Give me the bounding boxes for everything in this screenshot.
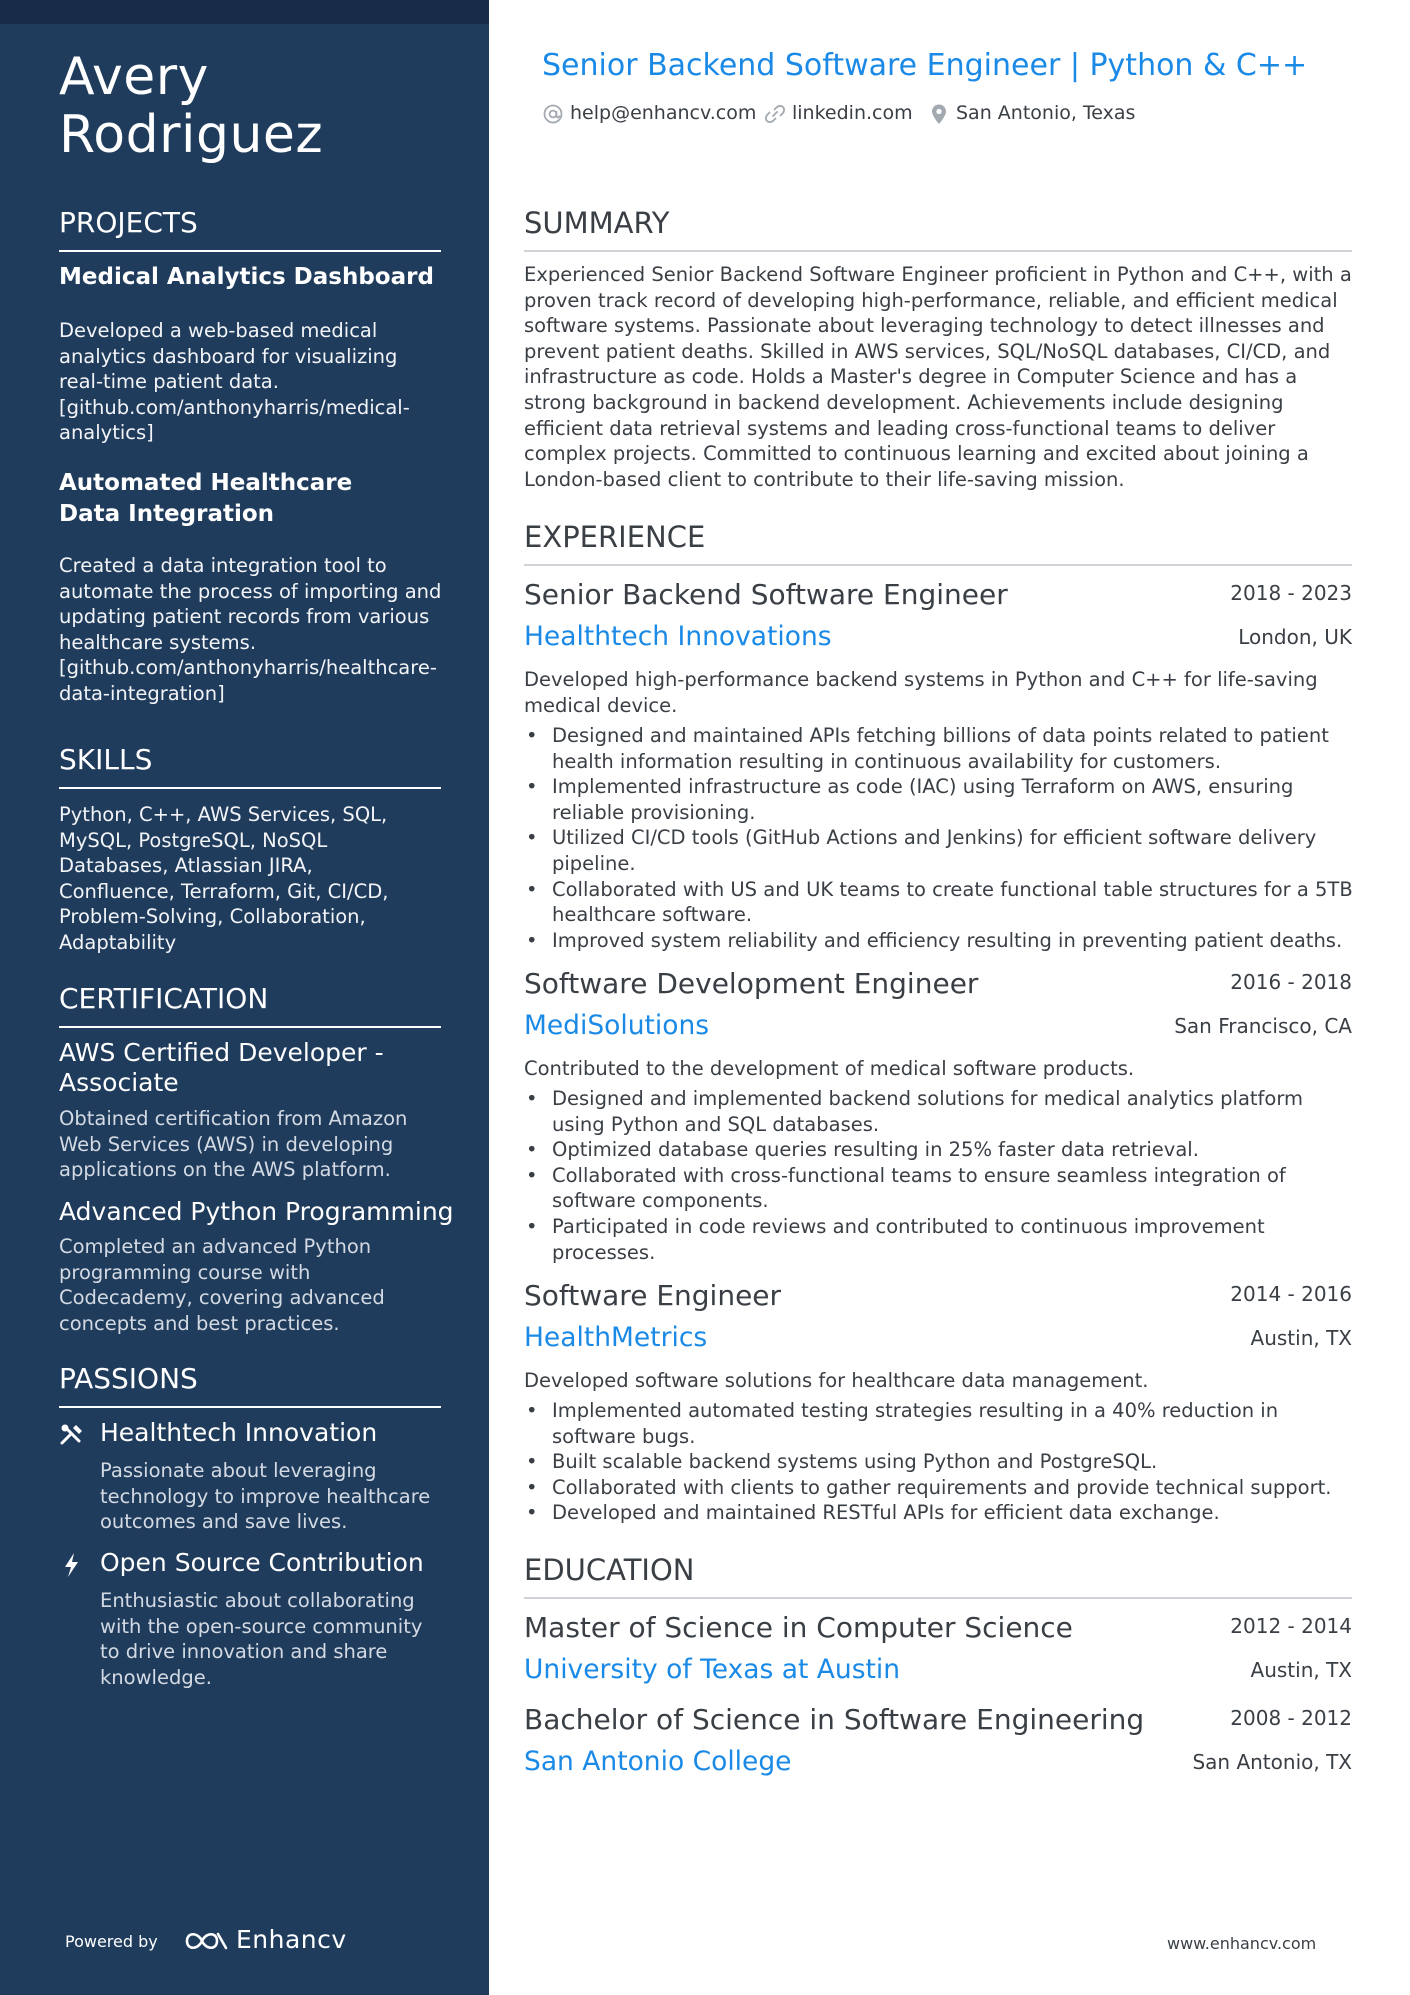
bullet-item: • Optimized database queries resulting in 25% faster data retrieval. bbox=[524, 1137, 1360, 1163]
bullet-item: • Improved system reliability and efficiency resulting in preventing patient deaths. bbox=[524, 928, 1360, 954]
headline: Senior Backend Software Engineer | Python & C++ bbox=[542, 48, 1308, 83]
bullet-item: • Collaborated with cross-functional teams to ensure seamless integration of software components. bbox=[524, 1163, 1360, 1214]
bullet-item: • Designed and implemented backend solutions for medical analytics platform using Python and SQL databases. bbox=[524, 1086, 1360, 1137]
certification-heading: CERTIFICATION bbox=[59, 982, 441, 1028]
bullet-item: • Built scalable backend systems using Python and PostgreSQL. bbox=[524, 1449, 1360, 1475]
footer-url[interactable]: www.enhancv.com bbox=[1167, 1934, 1317, 1953]
job-bullets bbox=[524, 723, 1360, 953]
passions-heading: PASSIONS bbox=[59, 1362, 441, 1408]
project-title: Medical Analytics Dashboard bbox=[59, 264, 434, 290]
job-location: London, UK bbox=[1238, 625, 1352, 649]
location-pin-icon bbox=[928, 103, 950, 125]
school-location: San Antonio, TX bbox=[1192, 1750, 1352, 1774]
bullet-item: • Implemented infrastructure as code (IAC) using Terraform on AWS, ensuring reliable provisioning. bbox=[524, 774, 1360, 825]
job-dates: 2014 - 2016 bbox=[1230, 1282, 1352, 1306]
powered-by-label: Powered by bbox=[65, 1932, 158, 1951]
job-dates: 2016 - 2018 bbox=[1230, 970, 1352, 994]
skills-list: Python, C++, AWS Services, SQL, MySQL, PostgreSQL, NoSQL Databases, Atlassian JIRA, Confluence, Terraform, Git, CI/CD, Problem-Solving, Collaboration, Adaptability bbox=[59, 803, 389, 954]
lightning-icon bbox=[59, 1552, 85, 1578]
enhancv-logo bbox=[184, 1928, 230, 1958]
job-bullets bbox=[524, 1086, 1360, 1265]
bullet-item: • Utilized CI/CD tools (GitHub Actions and Jenkins) for efficient software delivery pipeline. bbox=[524, 825, 1360, 876]
school-location: Austin, TX bbox=[1250, 1658, 1352, 1682]
passion-desc: Passionate about leveraging technology to improve healthcare outcomes and save lives. bbox=[100, 1459, 431, 1534]
name-first: Avery bbox=[59, 47, 209, 107]
bullet-item: • Collaborated with clients to gather requirements and provide technical support. bbox=[524, 1475, 1360, 1501]
certification-title: Advanced Python Programming bbox=[59, 1197, 454, 1226]
job-desc: Contributed to the development of medical software products. bbox=[524, 1057, 1135, 1080]
company-name: MediSolutions bbox=[524, 1010, 710, 1041]
bullet-item: • Implemented automated testing strategies resulting in a 40% reduction in software bugs. bbox=[524, 1398, 1360, 1449]
degree-title: Bachelor of Science in Software Engineering bbox=[524, 1703, 1145, 1736]
project-desc: Developed a web-based medical analytics dashboard for visualizing real-time patient data. [github.com/anthonyharris/medical-analytics] bbox=[59, 319, 410, 445]
job-location: San Francisco, CA bbox=[1174, 1014, 1352, 1038]
job-desc: Developed high-performance backend systems in Python and C++ for life-saving medical device. bbox=[524, 668, 1318, 717]
bullet-item: • Participated in code reviews and contributed to continuous improvement processes. bbox=[524, 1214, 1360, 1265]
link-icon bbox=[764, 103, 786, 125]
certification-desc: Completed an advanced Python programming course with Codecademy, covering advanced concepts and best practices. bbox=[59, 1235, 385, 1335]
education-heading: EDUCATION bbox=[524, 1553, 1352, 1599]
bullet-item: • Designed and maintained APIs fetching billions of data points related to patient health information resulting in continuous availability for customers. bbox=[524, 723, 1360, 774]
summary-heading: SUMMARY bbox=[524, 206, 1352, 252]
job-bullets bbox=[524, 1398, 1360, 1526]
company-name: HealthMetrics bbox=[524, 1322, 708, 1353]
school-name: San Antonio College bbox=[524, 1746, 792, 1777]
job-dates: 2018 - 2023 bbox=[1230, 581, 1352, 605]
brand-name: Enhancv bbox=[236, 1925, 347, 1954]
project-desc: Created a data integration tool to automate the process of importing and updating patient records from various healthcare systems. [github.com/anthonyharris/healthcare-data-integration] bbox=[59, 554, 442, 705]
email-text: help@enhancv.com bbox=[570, 102, 757, 124]
job-title: Software Engineer bbox=[524, 1279, 782, 1312]
certification-title: AWS Certified Developer - Associate bbox=[59, 1038, 384, 1097]
certification-desc: Obtained certification from Amazon Web Services (AWS) in developing applications on the AWS platform. bbox=[59, 1107, 408, 1182]
projects-heading: PROJECTS bbox=[59, 206, 441, 252]
experience-heading: EXPERIENCE bbox=[524, 520, 1352, 566]
education-dates: 2012 - 2014 bbox=[1230, 1614, 1352, 1638]
skills-heading: SKILLS bbox=[59, 743, 441, 789]
passion-desc: Enthusiastic about collaborating with the open-source community to drive innovation and share knowledge. bbox=[100, 1589, 423, 1689]
job-location: Austin, TX bbox=[1250, 1326, 1352, 1350]
passion-title: Healthtech Innovation bbox=[100, 1418, 378, 1447]
degree-title: Master of Science in Computer Science bbox=[524, 1611, 1073, 1644]
education-dates: 2008 - 2012 bbox=[1230, 1706, 1352, 1730]
candidate-name bbox=[59, 48, 441, 164]
job-title: Senior Backend Software Engineer bbox=[524, 578, 1008, 611]
job-desc: Developed software solutions for healthcare data management. bbox=[524, 1369, 1149, 1392]
project-title: Automated Healthcare Data Integration bbox=[59, 470, 353, 527]
location-text: San Antonio, Texas bbox=[956, 102, 1136, 124]
tools-icon bbox=[59, 1422, 85, 1448]
at-icon bbox=[542, 103, 564, 125]
linkedin-text: linkedin.com bbox=[792, 102, 913, 124]
job-title: Software Development Engineer bbox=[524, 967, 979, 1000]
passion-title: Open Source Contribution bbox=[100, 1548, 424, 1577]
name-last: Rodriguez bbox=[59, 105, 324, 165]
summary-text: Experienced Senior Backend Software Engineer proficient in Python and C++, with a proven track record of developing high-performance, reliable, and efficient medical software systems. Passionate about leveraging technology to detect illnesses and prevent patient deaths. Skilled in AWS services, SQL/NoSQL databases, CI/CD, and infrastructure as code. Holds a Master's degree in Computer Science and has a strong background in backend development. Achievements include designing efficient data retrieval systems and leading cross-functional teams to deliver complex projects. Committed to continuous learning and excited about joining a London-based client to contribute to their life-saving mission. bbox=[524, 263, 1352, 491]
school-name: University of Texas at Austin bbox=[524, 1654, 901, 1685]
sidebar-top-bar bbox=[0, 0, 489, 24]
company-name: Healthtech Innovations bbox=[524, 621, 832, 652]
bullet-item: • Collaborated with US and UK teams to create functional table structures for a 5TB healthcare software. bbox=[524, 877, 1360, 928]
bullet-item: • Developed and maintained RESTful APIs for efficient data exchange. bbox=[524, 1500, 1360, 1526]
